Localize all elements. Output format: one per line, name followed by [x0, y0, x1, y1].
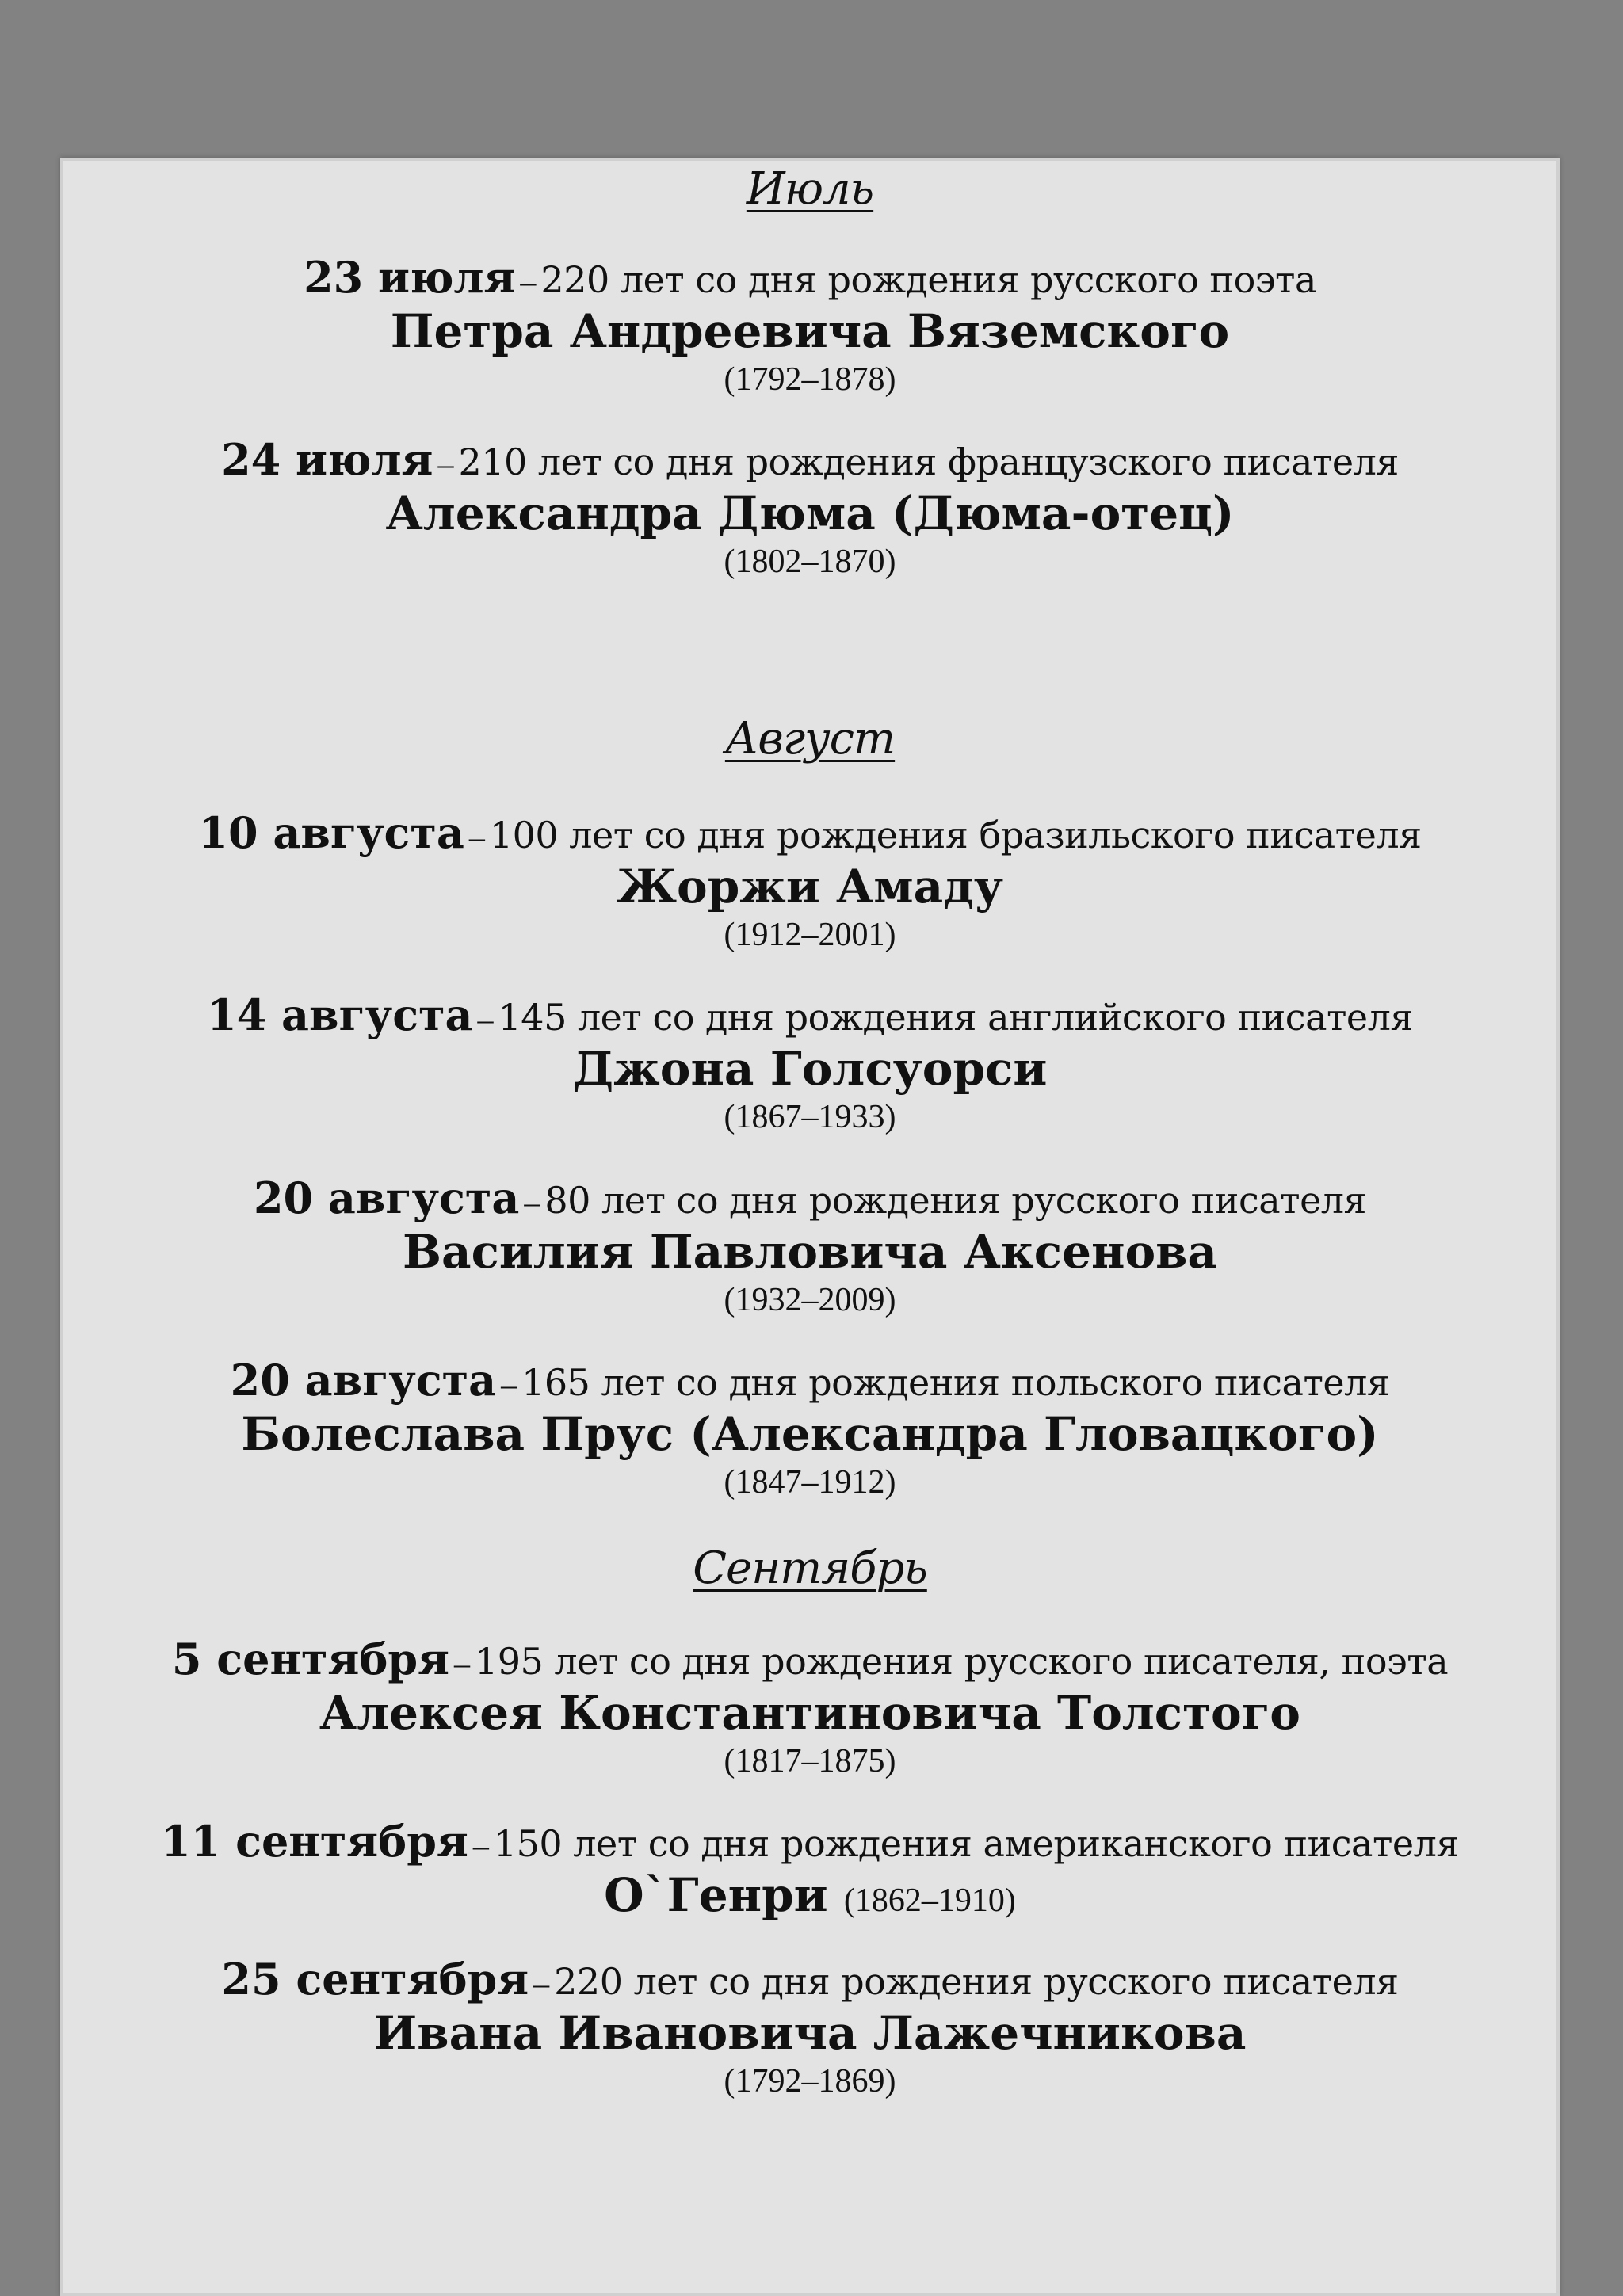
entry-description: 145 лет со дня рождения английского писателя — [498, 996, 1413, 1039]
entry-august-20-prus — [63, 1355, 1556, 1502]
entry-date: 11 сентября — [161, 1816, 468, 1867]
entry-date: 10 августа — [198, 807, 464, 858]
entry-date: 5 сентября — [171, 1634, 449, 1684]
entry-years: (1817–1875) — [724, 1743, 896, 1779]
month-heading-september: Сентябрь — [693, 1543, 927, 1594]
entry-july-24 — [63, 434, 1556, 582]
entry-header — [63, 1634, 1556, 1684]
entry-years: (1912–2001) — [724, 917, 896, 953]
entry-years: (1932–2009) — [724, 1282, 896, 1318]
entry-date: 23 июля — [304, 252, 516, 303]
entry-dash: – — [454, 1646, 470, 1681]
entry-dash: – — [524, 1184, 540, 1220]
entry-dash: – — [437, 446, 454, 482]
entry-person-name: Александра Дюма (Дюма-отец) — [385, 486, 1235, 540]
entry-september-5 — [63, 1634, 1556, 1781]
entry-description: 100 лет со дня рождения бразильского писателя — [489, 814, 1422, 856]
entry-august-14 — [63, 990, 1556, 1137]
entry-person-name-with-years — [63, 1867, 1556, 1924]
entry-person-name: Жоржи Амаду — [616, 860, 1004, 913]
entry-years: (1867–1933) — [724, 1099, 896, 1135]
entry-header — [63, 1355, 1556, 1405]
entry-dash: – — [477, 1001, 494, 1037]
entry-header — [63, 990, 1556, 1040]
entry-person-name: Ивана Ивановича Лажечникова — [373, 2006, 1247, 2060]
entry-description: 150 лет со дня рождения американского писателя — [493, 1822, 1459, 1865]
entry-date: 20 августа — [253, 1173, 520, 1223]
entry-dash: – — [501, 1367, 517, 1402]
entry-header — [63, 1954, 1556, 2004]
entry-person-name: Петра Андреевича Вяземского — [390, 304, 1230, 358]
entry-august-20-aksenov — [63, 1173, 1556, 1320]
entry-july-23 — [63, 252, 1556, 399]
entry-date: 14 августа — [207, 990, 473, 1040]
entry-years: (1792–1869) — [724, 2063, 896, 2100]
entry-date: 25 сентября — [221, 1954, 529, 2004]
entry-header — [63, 252, 1556, 303]
entry-description: 220 лет со дня рождения русского писателя — [554, 1960, 1399, 2003]
entry-september-11 — [63, 1816, 1556, 1924]
entry-august-10 — [63, 807, 1556, 955]
month-heading-july: Июль — [746, 163, 874, 215]
entry-header — [63, 434, 1556, 485]
entry-person-name: О`Генри — [604, 1868, 828, 1922]
entry-person-name: Алексея Константиновича Толстого — [319, 1686, 1300, 1740]
entry-description: 220 лет со дня рождения русского поэта — [540, 258, 1316, 301]
entry-header — [63, 807, 1556, 858]
entry-person-name: Болеслава Прус (Александра Гловацкого) — [241, 1407, 1379, 1461]
entry-years: (1792–1878) — [724, 361, 896, 398]
entry-years: (1847–1912) — [724, 1464, 896, 1501]
entry-years: (1862–1910) — [843, 1882, 1016, 1919]
entry-header — [63, 1816, 1556, 1867]
entry-years: (1802–1870) — [724, 543, 896, 580]
entry-date: 20 августа — [230, 1355, 497, 1405]
entry-dash: – — [472, 1828, 489, 1863]
entry-dash: – — [468, 819, 485, 855]
entry-header — [63, 1173, 1556, 1223]
entry-person-name: Джона Голсуорси — [572, 1042, 1048, 1096]
entry-person-name: Василия Павловича Аксенова — [402, 1225, 1218, 1279]
entry-dash: – — [533, 1966, 550, 2001]
entry-description: 195 лет со дня рождения русского писателя, поэта — [475, 1640, 1449, 1683]
entry-september-25 — [63, 1954, 1556, 2101]
entry-date: 24 июля — [221, 434, 433, 485]
entry-description: 210 лет со дня рождения французского писателя — [458, 441, 1399, 483]
entry-description: 80 лет со дня рождения русского писателя — [544, 1179, 1367, 1222]
month-heading-august: Август — [724, 713, 896, 765]
entry-dash: – — [520, 264, 537, 299]
document-page — [60, 158, 1560, 2296]
entry-description: 165 лет со дня рождения польского писателя — [521, 1361, 1390, 1404]
